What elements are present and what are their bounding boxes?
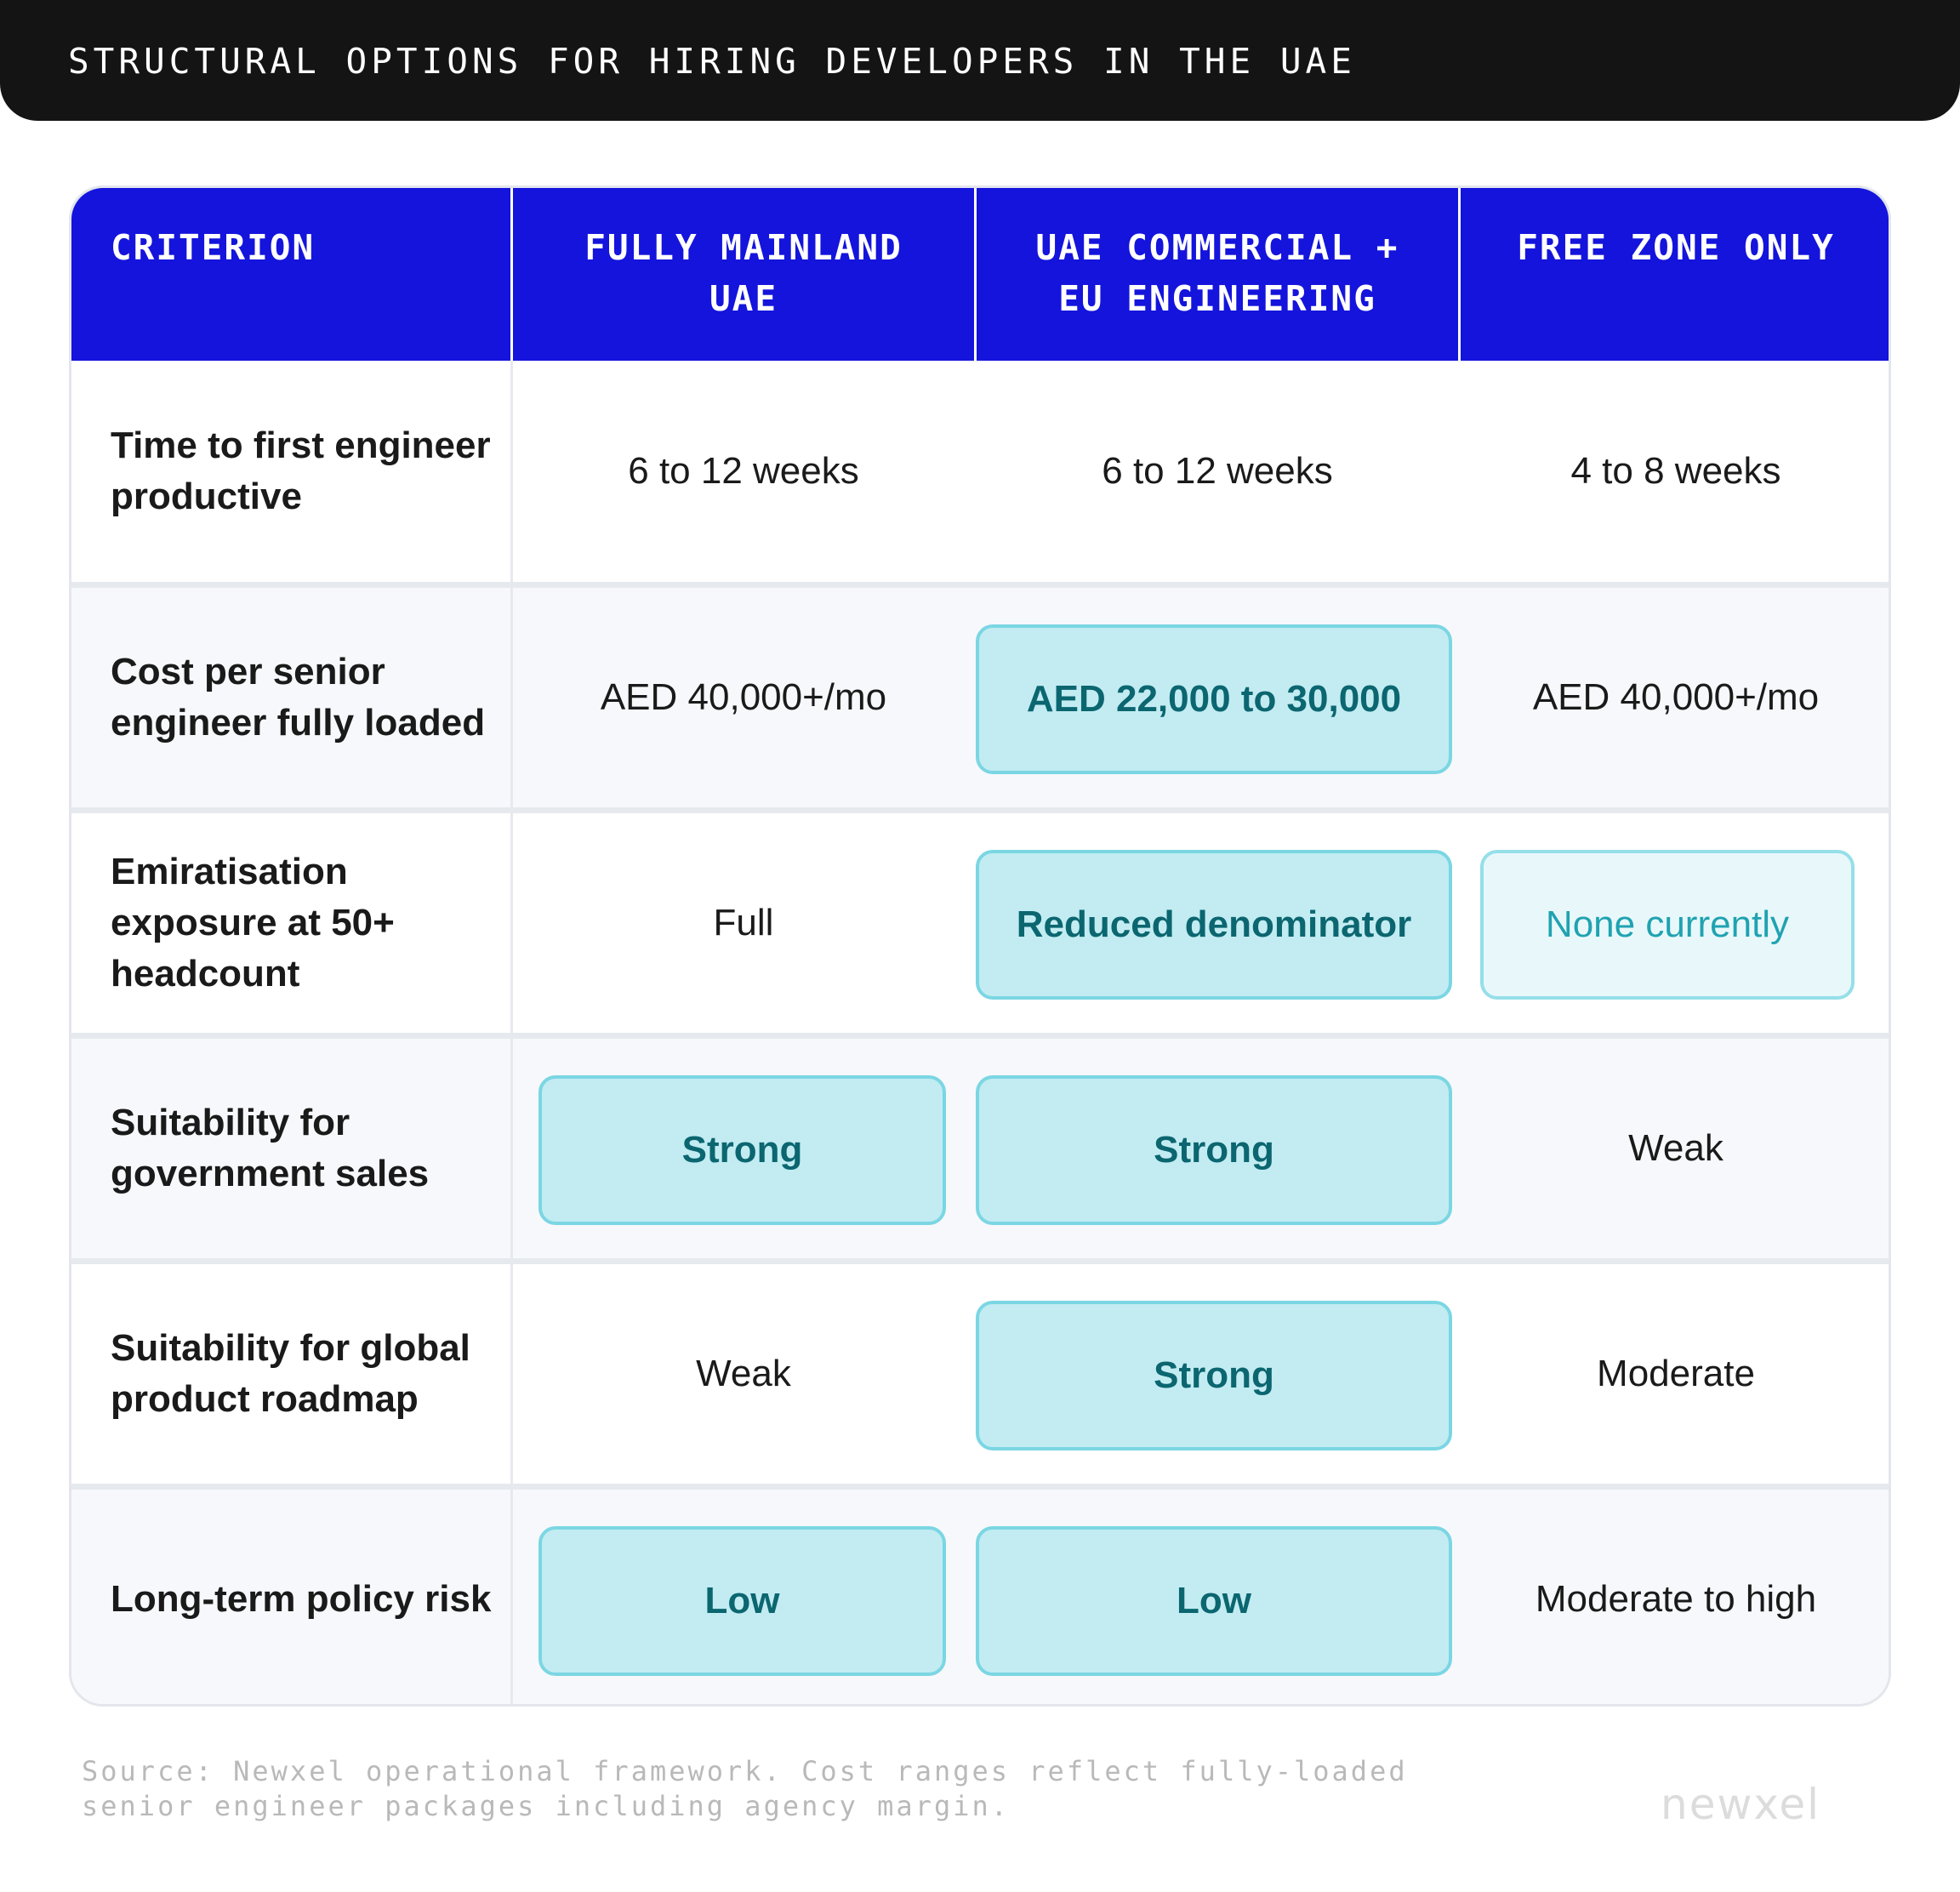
table-row: [71, 807, 1889, 1033]
table-row: [71, 582, 1889, 807]
hybrid-highlight-pill: AED 22,000 to 30,000: [976, 624, 1452, 774]
header-criterion: CRITERION: [111, 227, 316, 268]
hybrid-cell: 6 to 12 weeks: [1102, 450, 1333, 492]
freezone-cell: Moderate: [1597, 1353, 1755, 1394]
mainland-cell: AED 40,000+/mo: [600, 676, 887, 718]
mainland-cell: Weak: [696, 1353, 791, 1394]
newxel-logo: [1661, 1785, 1882, 1827]
criterion-cell: Time to first engineer productive: [111, 425, 491, 517]
header-fully-mainland-line1: FULLY MAINLAND: [584, 227, 903, 268]
table-row: [71, 1258, 1889, 1484]
header-uae-commercial-line1: UAE COMMERCIAL +: [1035, 227, 1399, 268]
page-title: STRUCTURAL OPTIONS FOR HIRING DEVELOPERS IN THE UAE: [68, 41, 1356, 82]
table-row: [71, 1033, 1889, 1258]
freezone-soft-pill: None currently: [1480, 850, 1855, 1000]
header-fully-mainland-line2: UAE: [709, 278, 778, 319]
criterion-cell: Emiratisation exposure at 50+ headcount: [111, 851, 395, 994]
freezone-cell: Weak: [1628, 1127, 1724, 1169]
table-row: [71, 1484, 1889, 1707]
header-uae-commercial-eu: [977, 188, 1458, 361]
table-header: [71, 188, 1889, 361]
comparison-table: [69, 185, 1891, 1707]
hybrid-highlight-pill: Strong: [976, 1301, 1452, 1450]
criterion-cell: Suitability for government sales: [111, 1102, 430, 1194]
mainland-highlight-pill: Strong: [538, 1075, 946, 1225]
freezone-cell: AED 40,000+/mo: [1532, 676, 1820, 718]
freezone-cell: 4 to 8 weeks: [1570, 450, 1781, 492]
source-note-line2: senior engineer packages including agency margin.: [82, 1790, 1011, 1822]
title-bar: [0, 0, 1960, 121]
hybrid-highlight-pill: Reduced denominator: [976, 850, 1452, 1000]
criterion-cell: Long-term policy risk: [111, 1578, 492, 1620]
header-free-zone-only: FREE ZONE ONLY: [1517, 227, 1835, 268]
hybrid-highlight-pill: Strong: [976, 1075, 1452, 1225]
newxel-logo-text: newxel: [1661, 1785, 1821, 1827]
hybrid-highlight-pill: Low: [976, 1526, 1452, 1676]
source-note-line1: Source: Newxel operational framework. Cost ranges reflect fully-loaded: [82, 1755, 1408, 1787]
mainland-cell: 6 to 12 weeks: [628, 450, 859, 492]
criterion-column-divider: [510, 361, 513, 1707]
source-note: [82, 1754, 1408, 1824]
header-uae-commercial-line2: EU ENGINEERING: [1058, 278, 1376, 319]
mainland-cell: Full: [713, 902, 774, 943]
header-fully-mainland: [513, 188, 974, 361]
criterion-cell: Cost per senior engineer fully loaded: [111, 651, 486, 744]
mainland-highlight-pill: Low: [538, 1526, 946, 1676]
table-row: [71, 361, 1889, 582]
criterion-cell: Suitability for global product roadmap: [111, 1327, 470, 1420]
freezone-cell: Moderate to high: [1535, 1578, 1817, 1620]
